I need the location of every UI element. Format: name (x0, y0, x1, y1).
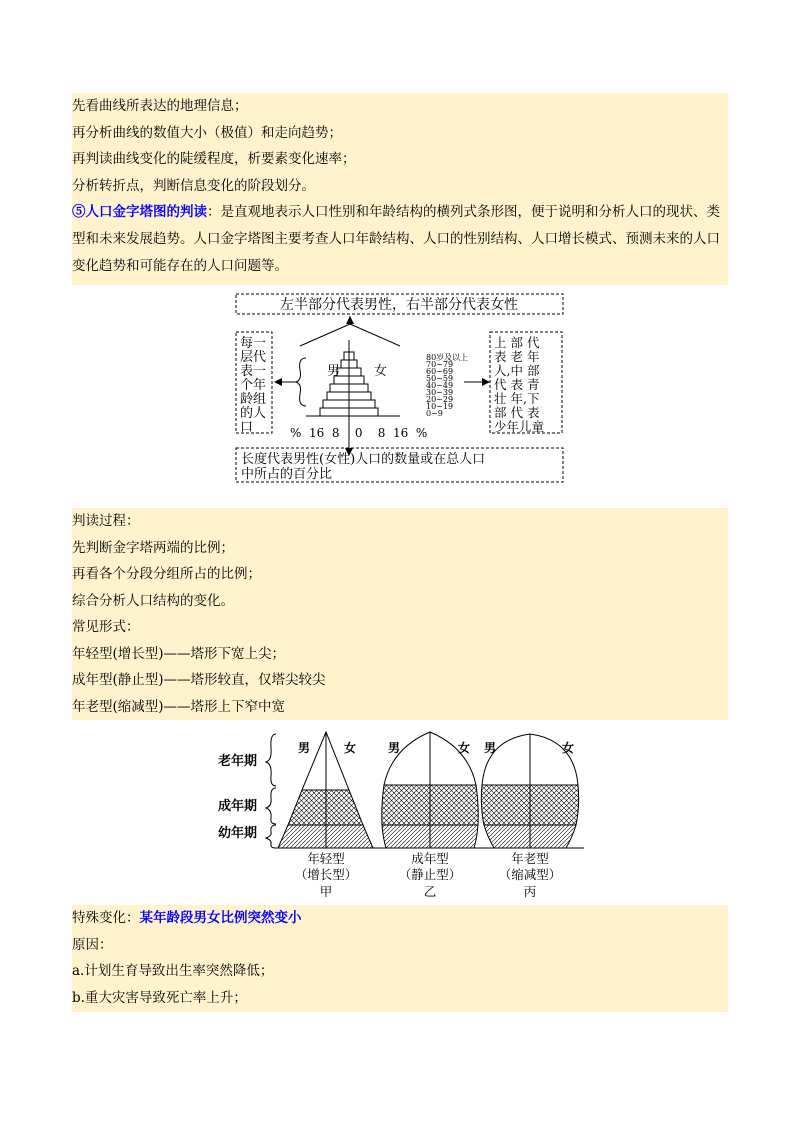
svg-text:男: 男 (388, 741, 401, 755)
stage-adult: 成年期 (218, 799, 258, 814)
svg-text:50~59: 50~59 (426, 374, 454, 383)
stage-young: 幼年期 (218, 826, 258, 841)
svg-text:（静止型）: （静止型） (398, 867, 462, 882)
svg-text:表 老 年: 表 老 年 (494, 349, 540, 364)
svg-text:70~79: 70~79 (426, 360, 454, 369)
text-line: 常见形式： (72, 619, 140, 635)
right-note-text (494, 335, 544, 434)
section-special-changes (72, 905, 728, 1012)
text-line: 分析转折点，判断信息变化的阶段划分。 (72, 177, 315, 194)
pyramid-description: ：是直观地表示人口性别和年龄结构的横列式条形图，便于说明和分析人口的现状、类型和未来发展趋势。人口金字塔图主要考查人口年龄结构、人口的性别结构、人口增长模式、预测未来的人口变化趋势和可能存在的人口问题等。 (72, 204, 720, 274)
gender-labels (298, 740, 574, 755)
svg-text:每一: 每一 (240, 336, 267, 351)
svg-text:（缩减型）: （缩减型） (498, 867, 562, 882)
text-line: 年轻型(增长型)——塔形下宽上尖； (72, 645, 286, 662)
text-line: b.重大灾害导致死亡率上升； (72, 989, 247, 1006)
svg-text:20~29: 20~29 (426, 395, 454, 404)
type-captions (295, 851, 562, 899)
text-line: 原因： (72, 936, 113, 953)
left-brace (296, 358, 306, 406)
female-label: 女 (374, 364, 388, 379)
text-line: 再判读曲线变化的陡缓程度，析要素变化速率； (72, 151, 356, 167)
pyramid-explanation-figure (232, 290, 568, 486)
pyramid-young (278, 732, 373, 848)
percent-axis: % 16 8 0 8 16 % (290, 426, 428, 440)
svg-text:表一: 表一 (240, 364, 267, 379)
svg-text:口: 口 (240, 420, 254, 435)
svg-text:壮 年,下: 壮 年,下 (494, 391, 540, 406)
male-label: 男 (326, 364, 340, 379)
text-line: 先判断金字塔两端的比例； (72, 539, 234, 556)
svg-text:少年儿童: 少年儿童 (494, 419, 545, 434)
svg-text:成年型: 成年型 (411, 851, 449, 866)
svg-text:人,中 部: 人,中 部 (494, 363, 540, 378)
svg-text:40~49: 40~49 (426, 381, 454, 390)
svg-text:女: 女 (562, 741, 575, 755)
svg-text:个年: 个年 (240, 378, 267, 393)
svg-text:0~9: 0~9 (426, 409, 443, 418)
svg-text:的人: 的人 (240, 406, 267, 421)
stage-old: 老年期 (218, 754, 258, 769)
svg-text:女: 女 (344, 741, 357, 755)
svg-text:10~19: 10~19 (426, 402, 454, 411)
special-change-label: 特殊变化： (72, 910, 140, 926)
text-line: 综合分析人口结构的变化。 (72, 592, 234, 609)
bottom-note-line2: 中所占的百分比 (241, 467, 333, 482)
svg-text:乙: 乙 (423, 884, 437, 899)
text-line: 先看曲线所表达的地理信息； (72, 98, 248, 114)
svg-text:年轻型: 年轻型 (307, 851, 345, 866)
svg-text:男: 男 (484, 741, 497, 755)
svg-text:丙: 丙 (523, 884, 537, 899)
section-reading-curves (72, 93, 728, 285)
svg-text:80岁及以上: 80岁及以上 (426, 353, 469, 362)
section-reading-process (72, 508, 728, 720)
text-line: a.计划生育导致出生率突然降低； (72, 963, 274, 979)
pyramid-intro-paragraph (72, 199, 728, 280)
svg-text:男: 男 (298, 741, 311, 755)
svg-text:层代: 层代 (240, 350, 267, 365)
svg-text:部 代 表: 部 代 表 (494, 405, 540, 420)
text-line: 判读过程： (72, 513, 140, 529)
text-line: 年老型(缩减型)——塔形上下窄中宽 (72, 698, 286, 715)
text-line: 再分析曲线的数值大小（极值）和走向趋势； (72, 124, 342, 141)
top-note-text: 左半部分代表男性，右半部分代表女性 (280, 297, 518, 313)
special-change-highlight: 某年龄段男女比例突然变小 (139, 910, 302, 926)
stage-braces (266, 734, 276, 848)
arrow-right-icon (482, 378, 490, 386)
svg-text:（增长型）: （增长型） (294, 867, 358, 882)
svg-text:龄组: 龄组 (240, 392, 267, 407)
svg-text:甲: 甲 (319, 884, 333, 899)
stage-labels (217, 753, 257, 841)
svg-text:女: 女 (458, 741, 471, 755)
svg-text:上 部 代: 上 部 代 (494, 335, 540, 350)
text-line (72, 905, 728, 932)
text-line: 成年型(静止型)——塔形较直，仅塔尖较尖 (72, 672, 326, 688)
pyramid-types-figure (214, 728, 586, 900)
svg-text:30~39: 30~39 (426, 388, 454, 397)
bottom-note-line1: 长度代表男性(女性)人口的数量或在总人口 (241, 452, 486, 467)
text-line: 再看各个分段分组所占的比例； (72, 566, 261, 582)
arrow-left-icon (274, 378, 282, 386)
left-note-text (240, 336, 266, 435)
age-labels (426, 352, 468, 418)
svg-text:60~69: 60~69 (426, 367, 454, 376)
svg-text:代 表 青: 代 表 青 (494, 377, 540, 392)
pyramid-heading: ⑤人口金字塔图的判读 (72, 204, 207, 220)
svg-text:年老型: 年老型 (511, 851, 549, 866)
arrow-up-icon (346, 316, 354, 324)
